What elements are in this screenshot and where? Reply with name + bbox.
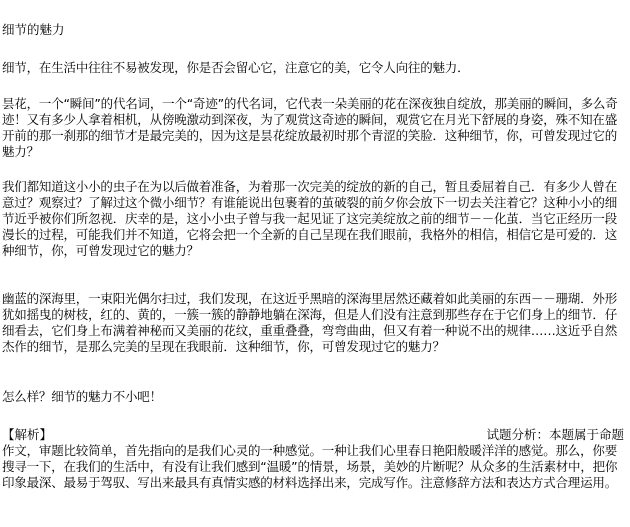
- paragraph-intro: 细节，在生活中往往不易被发现，你是否会留心它，注意它的美，它令人向往的魅力．: [2, 60, 470, 75]
- paragraph-night-blooming-cereus: 昙花，一个“瞬间”的代名词，一个“奇迹”的代名词，它代表一朵美丽的花在深夜独自绽放，那美丽的瞬间，多么奇迹！又有多少人拿着相机，从傍晚激动到深夜，为了观赏这奇迹的瞬间，观赏它在月光下舒展的身姿，殊不知在盛开前的那一刹那的细节才是最完美的，因为这是昙花绽放最初时那个青涩的笑脸．这种细节，你，可曾发现过它的魅力？: [2, 96, 618, 159]
- analysis-section: [2, 427, 624, 491]
- analysis-label: 【解析】: [2, 427, 53, 442]
- analysis-body: 作文，审题比较简单，首先指向的是我们心灵的一种感觉。一种让我们心里春日艳阳般暖洋洋的感觉。那么，你要搜寻一下，在我们的生活中，有没有让我们感到“温暖”的情景，场景，美妙的片断呢？从众多的生活素材中，把你印象最深、最易于驾驭、写出来最具有真情实感的材料选择出来，完成写作。注意修辞方法和表达方式合理运用。: [2, 443, 618, 490]
- essay-title: 细节的魅力: [2, 22, 65, 37]
- analysis-header: [2, 427, 624, 443]
- paragraph-cocoon: 我们都知道这小小的虫子在为以后做着准备，为着那一次完美的绽放的新的自己，暂且委屈着自己．有多少人曾在意过？观察过？了解过这个微小细节？有谁能说出包裹着的茧破裂的前夕你会放下一切去关注着它？这种小小的细节近乎被你们所忽视．庆幸的是，这小小虫子曾与我一起见证了这完美绽放之前的细节－－化茧．当它正经历一段漫长的过程，可能我们并不知道，它将会把一个全新的自己呈现在我们眼前，我格外的相信，相信它是可爱的．这种细节，你，可曾发现过它的魅力？: [2, 179, 618, 258]
- paragraph-coral: 幽蓝的深海里，一束阳光偶尔扫过，我们发现，在这近乎黑暗的深海里居然还藏着如此美丽的东西－－珊瑚．外形犹如摇曳的树枝，红的、黄的，一簇一簇的静静地躺在深海，但是人们没有注意到那些存在于它们身上的细节．仔细看去，它们身上布满着神秘而又美丽的花纹，重重叠叠，弯弯曲曲，但又有着一种说不出的规律……这近乎自然杰作的细节，是那么完美的呈现在我眼前．这种细节，你，可曾发现过它的魅力？: [2, 291, 618, 354]
- paragraph-conclusion: 怎么样？细节的魅力不小吧！: [2, 389, 162, 404]
- analysis-intro: 试题分析：本题属于命题: [486, 427, 624, 442]
